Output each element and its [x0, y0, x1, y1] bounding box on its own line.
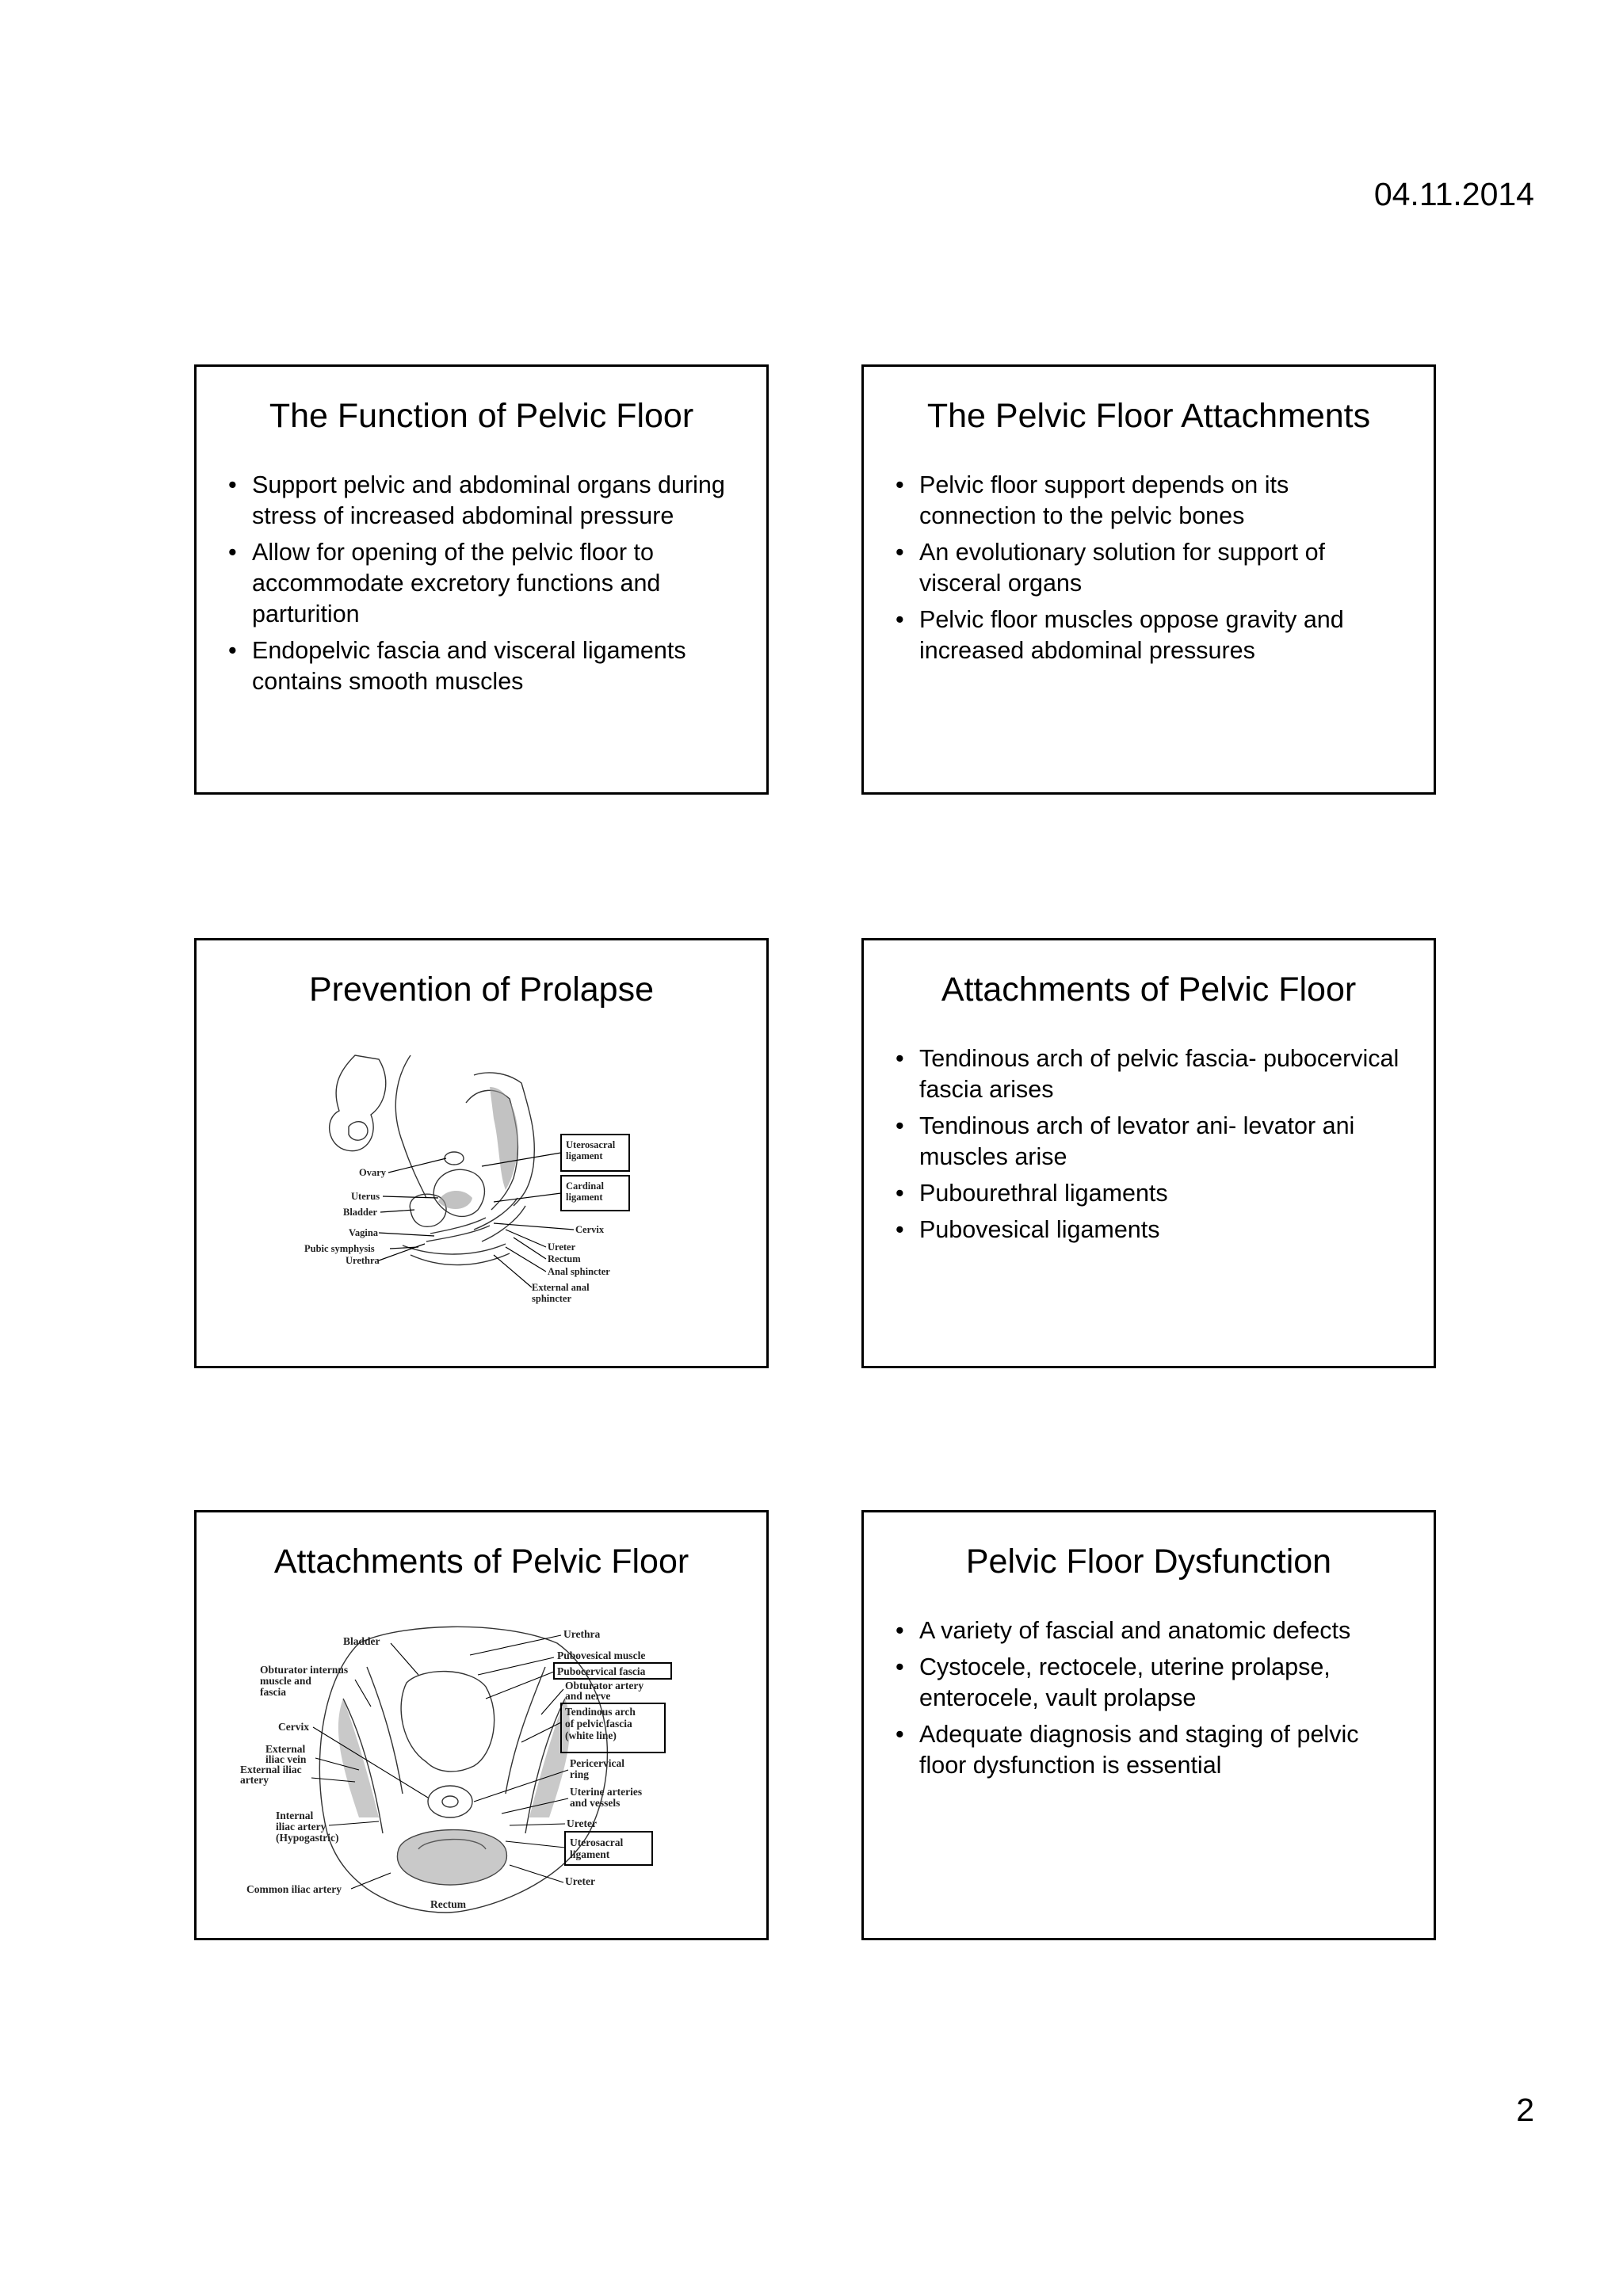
label-urethra: Urethra — [563, 1628, 601, 1640]
label-rectum: Rectum — [548, 1253, 581, 1264]
label-anal-sphincter: Anal sphincter — [548, 1266, 610, 1277]
label-obturator-internus-line3: fascia — [260, 1686, 286, 1698]
pelvic-sagittal-drawing — [292, 1039, 672, 1341]
label-ureter-upper: Ureter — [567, 1817, 597, 1829]
label-uterine-arteries-line2: and vessels — [570, 1797, 621, 1809]
label-ovary: Ovary — [359, 1167, 387, 1178]
label-pubocervical-fascia: Pubocervical fascia — [557, 1665, 646, 1677]
pelvic-floor-top-view-drawing — [240, 1611, 747, 1932]
slide-title: Prevention of Prolapse — [308, 971, 655, 1009]
slide-prevention-of-prolapse — [194, 938, 769, 1368]
bullet-item: • Cystocele, rectocele, uterine prolapse, enterocele, vault prolapse — [894, 1652, 1410, 1714]
label-bladder: Bladder — [343, 1635, 380, 1647]
label-obturator-artery: Obturator artery — [565, 1680, 644, 1691]
label-pericervical-ring-line2: ring — [570, 1768, 590, 1780]
slide-title: The Pelvic Floor Attachments — [926, 397, 1371, 435]
header-date: 04.11.2014 — [1373, 176, 1534, 212]
label-external-anal-sphincter: External anal — [532, 1282, 590, 1293]
bullet-item: • Pubourethral ligaments — [894, 1178, 1410, 1209]
bullet-list — [894, 1043, 1410, 1251]
label-external-anal-sphincter-line2: sphincter — [532, 1293, 571, 1304]
label-ureter: Ureter — [548, 1241, 576, 1253]
label-ureter-lower: Ureter — [565, 1875, 595, 1887]
label-pericervical-ring: Pericervical — [570, 1757, 624, 1769]
slide-pelvic-floor-dysfunction — [861, 1510, 1436, 1940]
slide-title: The Function of Pelvic Floor — [269, 397, 694, 435]
bullet-item: • Pelvic floor support depends on its connection to the pelvic bones — [894, 470, 1410, 532]
label-obturator-artery-line2: and nerve — [565, 1690, 611, 1702]
label-uterosacral-ligament-line2: ligament — [566, 1150, 603, 1161]
label-bladder: Bladder — [343, 1207, 378, 1218]
label-internal-iliac-artery-line3: (Hypogastric) — [276, 1832, 339, 1844]
bullet-item: • Adequate diagnosis and staging of pelvic floor dysfunction is essential — [894, 1719, 1410, 1781]
bullet-item: • Tendinous arch of levator ani- levator ani muscles arise — [894, 1111, 1410, 1173]
label-tendinous-arch-line3: (white line) — [565, 1730, 617, 1741]
bullet-item: • Support pelvic and abdominal organs during stress of increased abdominal pressure — [227, 470, 743, 532]
label-cardinal-ligament: Cardinal — [566, 1180, 604, 1192]
bullet-item: • Tendinous arch of pelvic fascia- pubocervical fascia arises — [894, 1043, 1410, 1105]
label-obturator-internus: Obturator internus — [260, 1664, 349, 1676]
label-uterosacral-ligament: Uterosacral — [566, 1139, 616, 1150]
slide-title: Attachments of Pelvic Floor — [273, 1543, 689, 1581]
label-pubic-symphysis: Pubic symphysis — [304, 1243, 375, 1254]
bullet-list — [227, 470, 743, 703]
label-uterosacral-ligament-line2: ligament — [570, 1848, 610, 1860]
slide-pelvic-floor-attachments — [861, 364, 1436, 795]
bullet-item: • Pubovesical ligaments — [894, 1215, 1410, 1245]
slide-attachments-of-pelvic-floor-figure — [194, 1510, 769, 1940]
label-internal-iliac-artery-line2: iliac artery — [276, 1821, 327, 1833]
label-tendinous-arch: Tendinous arch — [565, 1706, 636, 1718]
bullet-item: • Pelvic floor muscles oppose gravity and increased abdominal pressures — [894, 605, 1410, 666]
label-cardinal-ligament-line2: ligament — [566, 1192, 603, 1203]
label-cervix: Cervix — [278, 1721, 309, 1733]
label-pubovesical-muscle: Pubovesical muscle — [557, 1650, 646, 1661]
slide-title: Attachments of Pelvic Floor — [941, 971, 1357, 1009]
pelvic-floor-top-view-illustration — [240, 1611, 747, 1932]
label-urethra: Urethra — [346, 1255, 380, 1266]
label-vagina: Vagina — [349, 1227, 379, 1238]
label-common-iliac-artery: Common iliac artery — [246, 1883, 342, 1895]
label-external-iliac-artery: External iliac — [240, 1764, 302, 1775]
label-external-iliac-vein: External — [265, 1743, 306, 1755]
slide-title: Pelvic Floor Dysfunction — [965, 1543, 1332, 1581]
slide-function-of-pelvic-floor — [194, 364, 769, 795]
label-obturator-internus-line2: muscle and — [260, 1675, 311, 1687]
label-rectum: Rectum — [430, 1898, 466, 1910]
label-external-iliac-artery-line2: artery — [240, 1774, 269, 1786]
bullet-list — [894, 470, 1410, 672]
slide-attachments-of-pelvic-floor — [861, 938, 1436, 1368]
bullet-item: • A variety of fascial and anatomic defects — [894, 1615, 1410, 1646]
label-uterine-arteries: Uterine arteries — [570, 1786, 643, 1798]
label-tendinous-arch-line2: of pelvic fascia — [565, 1718, 632, 1730]
pelvic-sagittal-illustration — [292, 1039, 672, 1341]
label-uterus: Uterus — [351, 1191, 380, 1202]
bullet-item: • An evolutionary solution for support of visceral organs — [894, 537, 1410, 599]
bullet-item: • Allow for opening of the pelvic floor to accommodate excretory functions and parturition — [227, 537, 743, 630]
label-external-iliac-vein-line2: iliac vein — [265, 1753, 307, 1765]
bullet-item: • Endopelvic fascia and visceral ligaments contains smooth muscles — [227, 635, 743, 697]
bullet-list — [894, 1615, 1410, 1787]
label-internal-iliac-artery: Internal — [276, 1810, 314, 1821]
label-cervix: Cervix — [575, 1224, 605, 1235]
label-uterosacral-ligament: Uterosacral — [570, 1836, 624, 1848]
page-number: 2 — [1516, 2092, 1534, 2128]
